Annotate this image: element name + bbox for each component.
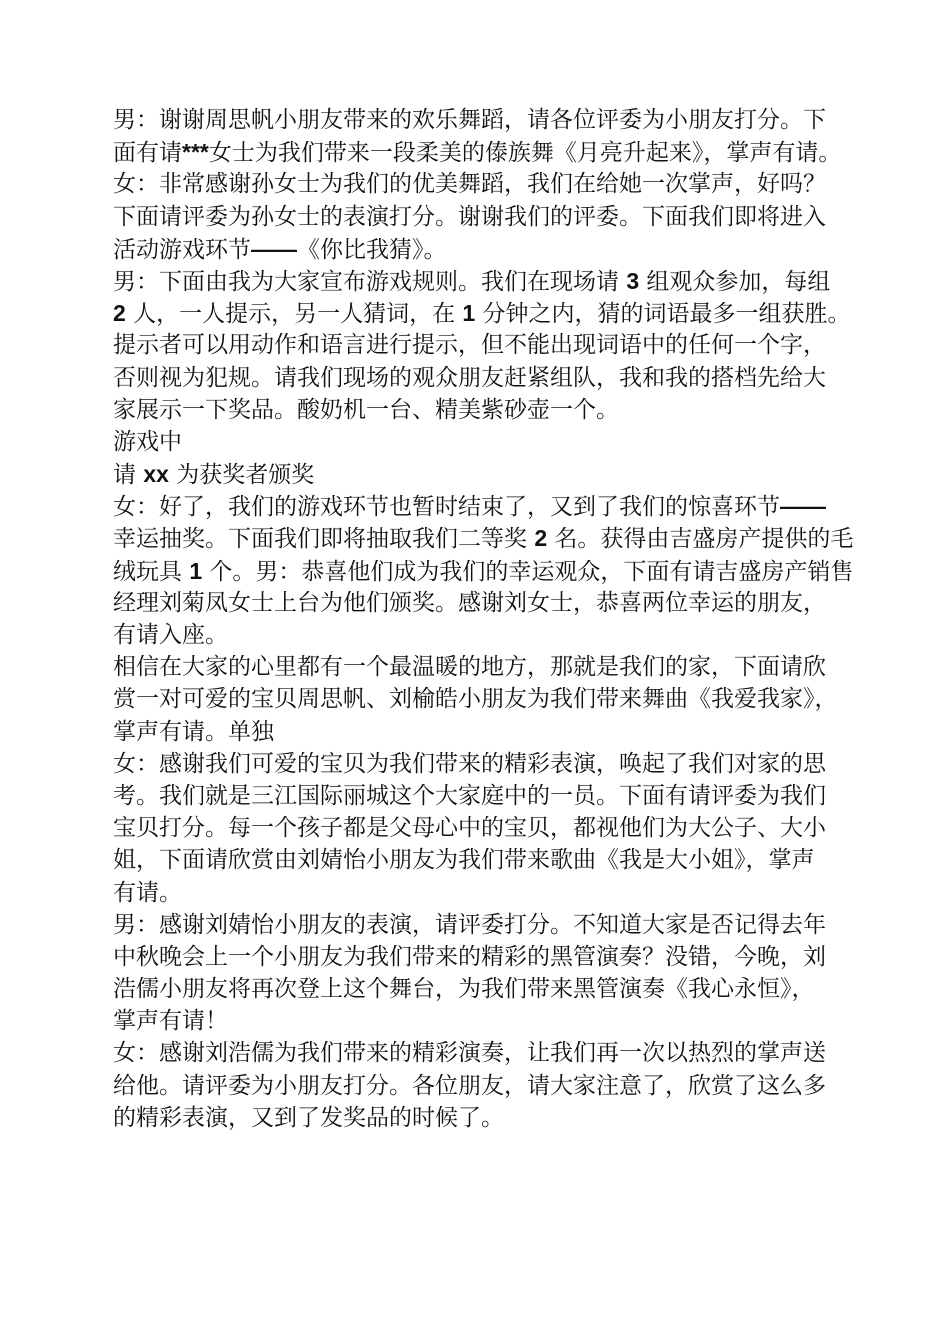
bold-text-run: 2 (113, 300, 126, 327)
text-run: 个。男：恭喜他们成为我们的幸运观众，下面有请吉盛房产销售 (202, 558, 854, 585)
text-line (113, 812, 863, 844)
text-run: 男：下面由我为大家宣布游戏规则。我们在现场请 (113, 268, 627, 295)
text-run: 的精彩表演，又到了发奖品的时候了。 (113, 1104, 504, 1131)
bold-text-run: —— (251, 235, 297, 262)
text-line (113, 362, 863, 394)
text-run: 宝贝打分。每一个孩子都是父母心中的宝贝，都视他们为大公子、大小 (113, 815, 826, 842)
text-run: 组观众参加，每组 (639, 268, 831, 295)
bold-text-run: 3 (626, 267, 640, 294)
text-run: 下面请评委为孙女士的表演打分。谢谢我们的评委。下面我们即将进入 (113, 203, 826, 230)
text-line (113, 909, 863, 941)
text-line (113, 555, 863, 587)
text-run: 家展示一下奖品。酸奶机一台、精美紫砂壶一个。 (113, 396, 619, 423)
text-run: 给他。请评委为小朋友打分。各位朋友，请大家注意了，欣赏了这么多 (113, 1072, 826, 1099)
text-run: 中秋晚会上一个小朋友为我们带来的精彩的黑管演奏？没错，今晚，刘 (113, 943, 826, 970)
bold-text-run: xx (143, 461, 169, 488)
text-line (113, 265, 863, 297)
text-line (113, 780, 863, 812)
text-line (113, 136, 863, 168)
document-body (113, 104, 863, 1134)
bold-text-run: 1 (462, 300, 476, 327)
text-run: 掌声有请。单独 (113, 718, 274, 745)
text-line (113, 619, 863, 651)
bold-text-run: *** (182, 139, 209, 166)
text-run: 《你比我猜》。 (297, 236, 447, 263)
text-run: 否则视为犯规。请我们现场的观众朋友赶紧组队，我和我的搭档先给大 (113, 364, 826, 391)
text-run: 绒玩具 (113, 558, 190, 585)
text-line (113, 651, 863, 683)
text-line (113, 587, 863, 619)
bold-text-run: —— (780, 493, 826, 520)
text-line (113, 941, 863, 973)
text-run: 姐，下面请欣赏由刘婧怡小朋友为我们带来歌曲《我是大小姐》，掌声 (113, 847, 815, 874)
text-line (113, 297, 863, 329)
text-line (113, 748, 863, 780)
text-run: 女：感谢我们可爱的宝贝为我们带来的精彩表演，唤起了我们对家的思 (113, 750, 826, 777)
text-line (113, 490, 863, 522)
text-run: 人，一人提示，另一人猜词，在 (125, 301, 463, 328)
text-line (113, 201, 863, 233)
text-line (113, 458, 863, 490)
text-line (113, 1070, 863, 1102)
text-line (113, 168, 863, 200)
text-run: 请 (113, 462, 144, 489)
text-line (113, 1005, 863, 1037)
text-run: 提示者可以用动作和语言进行提示，但不能出现词语中的任何一个字， (113, 332, 826, 359)
text-run: 面有请 (113, 140, 182, 167)
text-run: 女：感谢刘浩儒为我们带来的精彩演奏，让我们再一次以热烈的掌声送 (113, 1040, 826, 1067)
text-line (113, 877, 863, 909)
text-run: 有请入座。 (113, 622, 228, 648)
text-run: 女：非常感谢孙女士为我们的优美舞蹈，我们在给她一次掌声，好吗？ (113, 171, 826, 198)
text-run: 女士为我们带来一段柔美的傣族舞《月亮升起来》，掌声有请。 (208, 140, 842, 167)
text-line (113, 426, 863, 458)
text-run: 幸运抽奖。下面我们即将抽取我们二等奖 (113, 526, 535, 553)
text-run: 经理刘菊凤女士上台为他们颁奖。感谢刘女士，恭喜两位幸运的朋友， (113, 589, 826, 616)
text-run: 掌声有请！ (113, 1008, 228, 1035)
text-run: 名。获得由吉盛房产提供的毛 (547, 526, 854, 553)
text-run: 游戏中 (113, 428, 182, 455)
text-line (113, 973, 863, 1005)
bold-text-run: 1 (189, 557, 203, 584)
text-line (113, 1037, 863, 1069)
text-line (113, 233, 863, 265)
text-run: 活动游戏环节 (113, 236, 251, 263)
text-line (113, 394, 863, 426)
text-run: 分钟之内，猜的词语最多一组获胜。 (475, 301, 851, 328)
text-run: 赏一对可爱的宝贝周思帆、刘榆皓小朋友为我们带来舞曲《我爱我家》， (113, 686, 838, 713)
text-line (113, 104, 863, 136)
bold-text-run: 2 (534, 525, 548, 552)
text-run: 相信在大家的心里都有一个最温暖的地方，那就是我们的家，下面请欣 (113, 654, 826, 681)
text-run: 男：感谢刘婧怡小朋友的表演，请评委打分。不知道大家是否记得去年 (113, 911, 826, 938)
text-run: 女：好了，我们的游戏环节也暂时结束了，又到了我们的惊喜环节 (113, 494, 780, 521)
text-run: 浩儒小朋友将再次登上这个舞台，为我们带来黑管演奏《我心永恒》， (113, 976, 815, 1003)
text-line (113, 522, 863, 554)
text-line (113, 683, 863, 715)
text-line (113, 329, 863, 361)
text-run: 为获奖者颁奖 (168, 462, 315, 489)
text-run: 男：谢谢周思帆小朋友带来的欢乐舞蹈，请各位评委为小朋友打分。下 (113, 107, 826, 133)
text-run: 考。我们就是三江国际丽城这个大家庭中的一员。下面有请评委为我们 (113, 782, 826, 809)
text-line (113, 1102, 863, 1134)
text-run: 有请。 (113, 879, 182, 906)
text-line (113, 844, 863, 876)
text-line (113, 716, 863, 748)
